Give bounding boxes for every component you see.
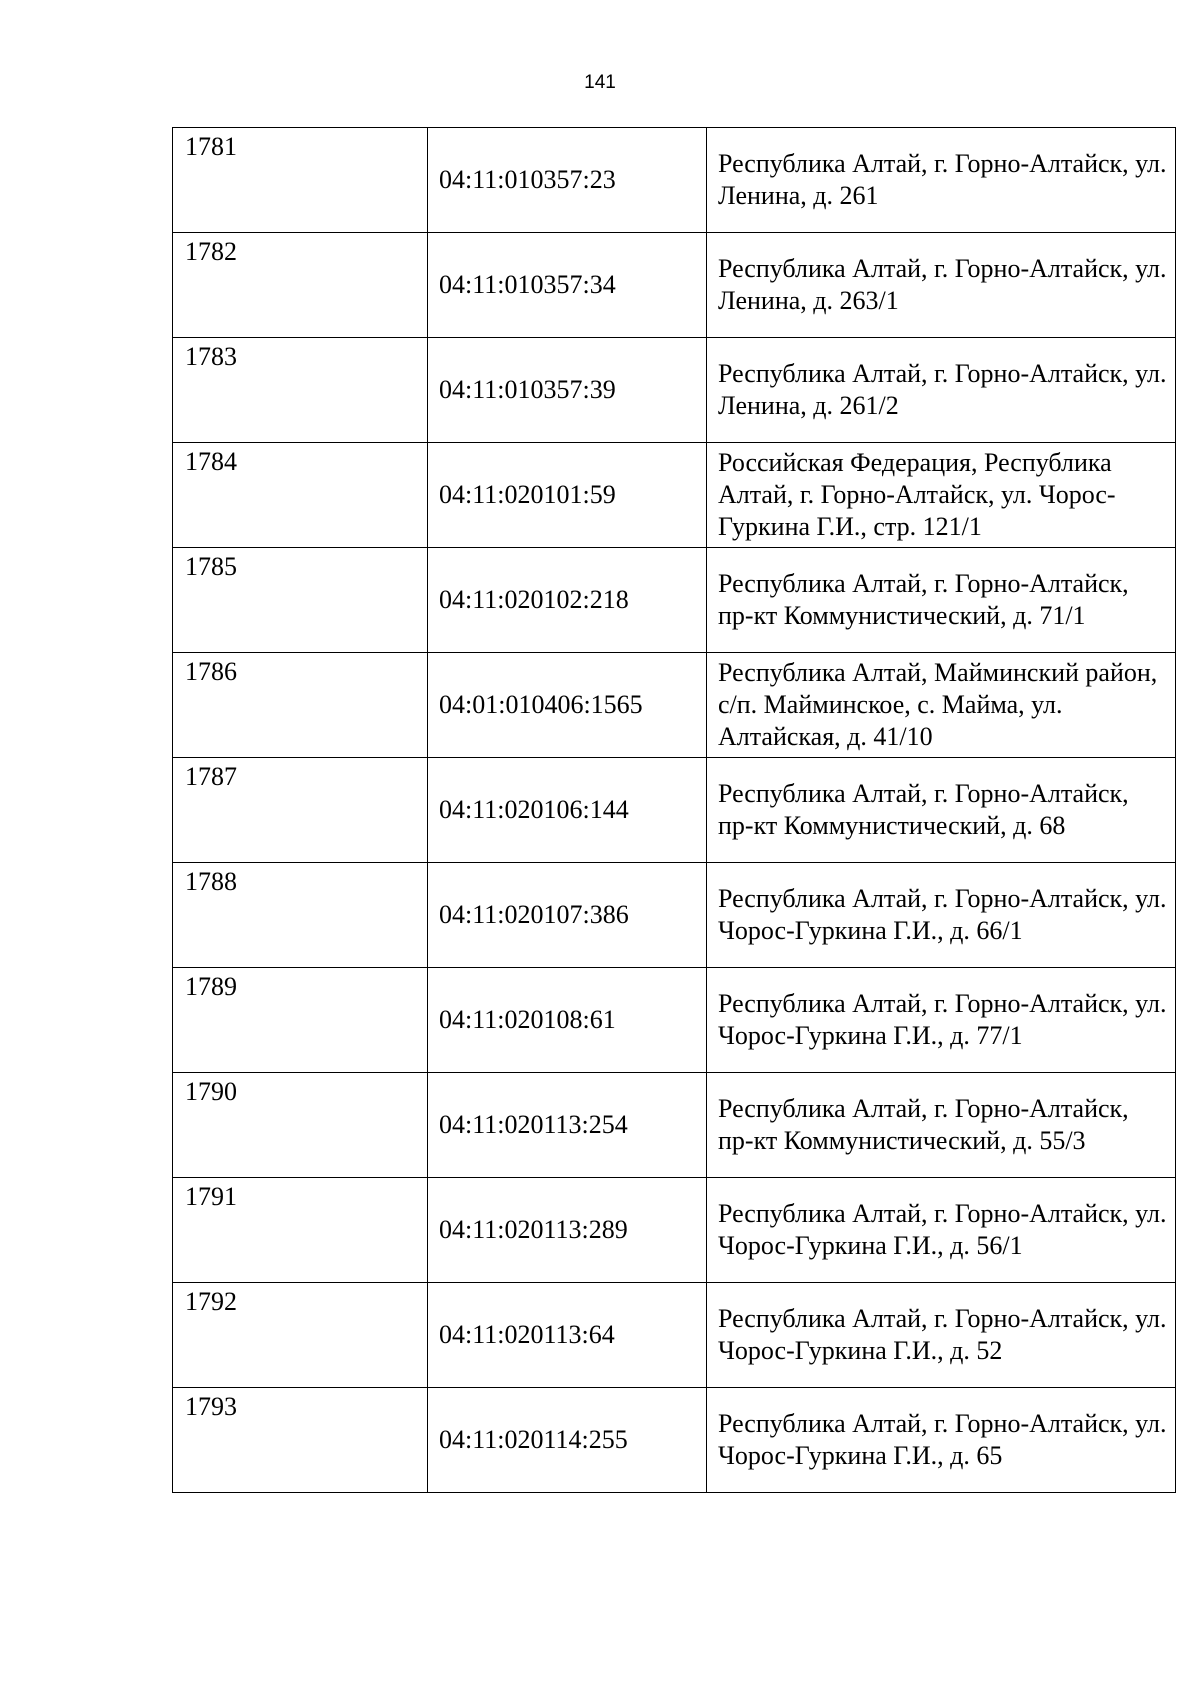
- table-body: [173, 128, 1176, 1493]
- table-row: [173, 1388, 1176, 1493]
- table-row: [173, 338, 1176, 443]
- table-row: [173, 233, 1176, 338]
- table-row: [173, 863, 1176, 968]
- cadastral-number: 04:11:020113:289: [428, 1178, 707, 1283]
- table-row: [173, 653, 1176, 758]
- table-row: [173, 758, 1176, 863]
- cadastral-number: 04:01:010406:1565: [428, 653, 707, 758]
- address: Республика Алтай, г. Горно-Алтайск, ул. Чорос-Гуркина Г.И., д. 77/1: [707, 968, 1176, 1073]
- cadastral-number: 04:11:020113:254: [428, 1073, 707, 1178]
- address: Республика Алтай, г. Горно-Алтайск, ул. Чорос-Гуркина Г.И., д. 56/1: [707, 1178, 1176, 1283]
- address: Республика Алтай, г. Горно-Алтайск, ул. Чорос-Гуркина Г.И., д. 52: [707, 1283, 1176, 1388]
- address: Российская Федерация, Республика Алтай, г. Горно-Алтайск, ул. Чорос-Гуркина Г.И., стр. 121/1: [707, 443, 1176, 548]
- property-table: [172, 127, 1176, 1493]
- row-number: 1781: [173, 128, 428, 233]
- row-number: 1782: [173, 233, 428, 338]
- cadastral-number: 04:11:010357:39: [428, 338, 707, 443]
- cadastral-number: 04:11:020102:218: [428, 548, 707, 653]
- row-number: 1789: [173, 968, 428, 1073]
- cadastral-number: 04:11:020114:255: [428, 1388, 707, 1493]
- table-row: [173, 1073, 1176, 1178]
- address: Республика Алтай, г. Горно-Алтайск, ул. Ленина, д. 263/1: [707, 233, 1176, 338]
- address: Республика Алтай, г. Горно-Алтайск, пр-кт Коммунистический, д. 68: [707, 758, 1176, 863]
- row-number: 1787: [173, 758, 428, 863]
- row-number: 1792: [173, 1283, 428, 1388]
- address: Республика Алтай, г. Горно-Алтайск, ул. Ленина, д. 261: [707, 128, 1176, 233]
- table-row: [173, 443, 1176, 548]
- row-number: 1785: [173, 548, 428, 653]
- table-row: [173, 1178, 1176, 1283]
- address: Республика Алтай, г. Горно-Алтайск, ул. Ленина, д. 261/2: [707, 338, 1176, 443]
- address: Республика Алтай, г. Горно-Алтайск, пр-кт Коммунистический, д. 55/3: [707, 1073, 1176, 1178]
- address: Республика Алтай, Майминский район, с/п. Майминское, с. Майма, ул. Алтайская, д. 41/10: [707, 653, 1176, 758]
- row-number: 1786: [173, 653, 428, 758]
- cadastral-number: 04:11:020101:59: [428, 443, 707, 548]
- table-row: [173, 968, 1176, 1073]
- page-number: 141: [584, 72, 616, 93]
- row-number: 1791: [173, 1178, 428, 1283]
- cadastral-number: 04:11:010357:34: [428, 233, 707, 338]
- address: Республика Алтай, г. Горно-Алтайск, пр-кт Коммунистический, д. 71/1: [707, 548, 1176, 653]
- address: Республика Алтай, г. Горно-Алтайск, ул. Чорос-Гуркина Г.И., д. 65: [707, 1388, 1176, 1493]
- cadastral-number: 04:11:020108:61: [428, 968, 707, 1073]
- row-number: 1790: [173, 1073, 428, 1178]
- cadastral-number: 04:11:020113:64: [428, 1283, 707, 1388]
- row-number: 1784: [173, 443, 428, 548]
- row-number: 1788: [173, 863, 428, 968]
- table-row: [173, 548, 1176, 653]
- cadastral-number: 04:11:010357:23: [428, 128, 707, 233]
- table-row: [173, 1283, 1176, 1388]
- row-number: 1783: [173, 338, 428, 443]
- table-row: [173, 128, 1176, 233]
- cadastral-number: 04:11:020106:144: [428, 758, 707, 863]
- cadastral-number: 04:11:020107:386: [428, 863, 707, 968]
- row-number: 1793: [173, 1388, 428, 1493]
- address: Республика Алтай, г. Горно-Алтайск, ул. Чорос-Гуркина Г.И., д. 66/1: [707, 863, 1176, 968]
